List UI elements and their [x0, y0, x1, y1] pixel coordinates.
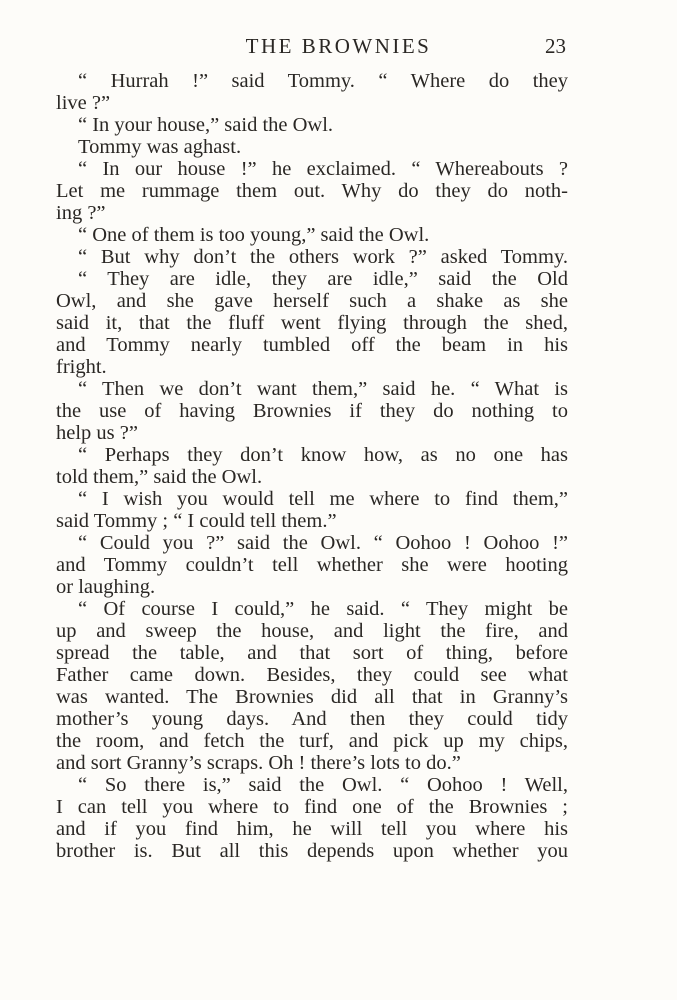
text-line: “ They are idle, they are idle,” said the Old — [78, 268, 568, 290]
text-line: said it, that the fluff went flying through the shed, — [56, 312, 568, 334]
text-line: Tommy was aghast. — [78, 136, 242, 158]
text-line: “ Then we don’t want them,” said he. “ What is — [78, 378, 568, 400]
text-line: “ But why don’t the others work ?” asked Tommy. — [78, 246, 568, 268]
text-line: the room, and fetch the turf, and pick up my chips, — [56, 730, 568, 752]
text-line: live ?” — [56, 92, 111, 114]
text-line: “ Of course I could,” he said. “ They might be — [78, 598, 568, 620]
text-line: fright. — [56, 356, 107, 378]
text-line: “ In our house !” he exclaimed. “ Whereabouts ? — [78, 158, 568, 180]
text-line: Owl, and she gave herself such a shake as she — [56, 290, 568, 312]
text-line: “ So there is,” said the Owl. “ Oohoo ! Well, — [78, 774, 568, 796]
text-line: “ Hurrah !” said Tommy. “ Where do they — [78, 70, 568, 92]
text-line: ing ?” — [56, 202, 106, 224]
text-line: I can tell you where to find one of the Brownies ; — [56, 796, 568, 818]
text-line: and Tommy couldn’t tell whether she were hooting — [56, 554, 568, 576]
text-line: and if you find him, he will tell you where his — [56, 818, 568, 840]
text-line: mother’s young days. And then they could tidy — [56, 708, 568, 730]
text-line: spread the table, and that sort of thing, before — [56, 642, 568, 664]
text-line: Father came down. Besides, they could see what — [56, 664, 568, 686]
page-number: 23 — [545, 34, 566, 58]
body-text — [56, 70, 568, 862]
running-title: THE BROWNIES — [245, 34, 432, 58]
text-line: said Tommy ; “ I could tell them.” — [56, 510, 337, 532]
text-line: help us ?” — [56, 422, 138, 444]
text-line: and Tommy nearly tumbled off the beam in his — [56, 334, 568, 356]
text-line: “ Perhaps they don’t know how, as no one has — [78, 444, 568, 466]
text-line: told them,” said the Owl. — [56, 466, 263, 488]
text-line: “ In your house,” said the Owl. — [78, 114, 334, 136]
text-line: up and sweep the house, and light the fire, and — [56, 620, 568, 642]
text-line: “ Could you ?” said the Owl. “ Oohoo ! Oohoo !” — [78, 532, 568, 554]
text-line: and sort Granny’s scraps. Oh ! there’s lots to do.” — [56, 752, 461, 774]
text-line: brother is. But all this depends upon whether you — [56, 840, 568, 862]
text-line: the use of having Brownies if they do nothing to — [56, 400, 568, 422]
text-line: Let me rummage them out. Why do they do noth- — [56, 180, 568, 202]
text-line: or laughing. — [56, 576, 156, 598]
text-line: “ One of them is too young,” said the Owl. — [78, 224, 430, 246]
text-line: was wanted. The Brownies did all that in Granny’s — [56, 686, 568, 708]
text-line: “ I wish you would tell me where to find them,” — [78, 488, 568, 510]
